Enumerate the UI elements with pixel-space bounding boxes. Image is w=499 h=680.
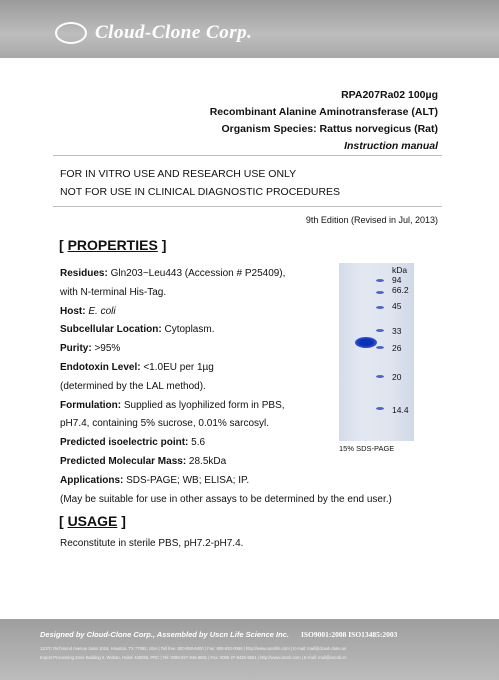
property-formulation-cont: pH7.4, containing 5% sucrose, 0.01% sarcosyl. [60,418,269,430]
sample-band [355,337,377,348]
marker-band [376,329,384,332]
marker-label: 66.2 [392,285,409,295]
footer-credits: Designed by Cloud-Clone Corp., Assembled by Uscn Life Science Inc. ISO9001:2008 ISO13485:2003 [40,630,398,639]
usage-text: Reconstitute in sterile PBS, pH7.2-pH7.4. [60,538,244,549]
divider [53,155,442,156]
property-host: Host: E. coli [60,305,116,317]
property-formulation: Formulation: Supplied as lyophilized form in PBS, [60,399,285,411]
organism-species: Organism Species: Rattus norvegicus (Rat) [221,123,438,135]
company-logo [55,20,252,46]
edition-label: 9th Edition (Revised in Jul, 2013) [305,215,438,225]
marker-label: 20 [392,372,402,382]
marker-label: 94 [392,275,402,285]
marker-label: 33 [392,326,402,336]
catalog-number: RPA207Ra02 100µg [341,89,438,101]
product-heading [210,87,438,155]
usage-notice [60,165,340,201]
footer-address-cn: Export Processing Zone Building II, Wuhan, Hubei 430056, PRC | Tel: 0086-027-845-6691 | Fax: 0086-27-8425-9551 | http://www.uscnk.com | E-mail: mail@uscnk.cn [40,655,347,660]
product-name: Recombinant Alanine Aminotransferase (ALT) [209,106,438,118]
marker-label: 26 [392,343,402,353]
property-applications-note: (May be suitable for use in other assays to be determined by the end user.) [60,493,392,505]
divider [53,206,442,207]
iso-certification: ISO9001:2008 ISO13485:2003 [300,630,398,639]
marker-band [376,407,384,410]
property-endotoxin-cont: (determined by the LAL method). [60,380,206,392]
marker-label: 45 [392,301,402,311]
property-molecular-mass: Predicted Molecular Mass: 28.5kDa [60,455,227,467]
property-applications: Applications: SDS-PAGE; WB; ELISA; IP. [60,474,250,486]
property-residues-cont: with N-terminal His-Tag. [60,286,167,298]
company-name: Cloud-Clone Corp. [95,22,253,43]
marker-band [376,346,384,349]
property-subcellular: Subcellular Location: Cytoplasm. [60,324,215,336]
marker-band [376,279,384,282]
property-purity: Purity: >95% [60,343,121,355]
notice-research-only: FOR IN VITRO USE AND RESEARCH USE ONLY [60,168,297,180]
property-isoelectric: Predicted isoelectric point: 5.6 [60,437,206,449]
header-banner [0,0,499,58]
section-title-usage: [ USAGE ] [59,513,126,529]
marker-band [376,291,384,294]
gel-caption: 15% SDS-PAGE [339,444,395,453]
footer-address-us: 1107C Richmond Avenue Suite 1016, Houston, TX 77082, USA | Toll free: 800-880-6400 | Fax: 800-533-0066 | http://www.uscnlife.com | E-mail: mail@cloud-clone.us [40,646,347,651]
marker-band [376,375,384,378]
section-title-properties: [ PROPERTIES ] [59,237,167,253]
logo-badge-icon [55,22,87,44]
marker-unit-label: kDa [392,265,408,275]
manual-label: Instruction manual [344,140,438,152]
property-endotoxin: Endotoxin Level: <1.0EU per 1µg [60,361,214,373]
notice-not-clinical: NOT FOR USE IN CLINICAL DIAGNOSTIC PROCEDURES [60,186,341,198]
footer-banner [0,619,499,680]
marker-band [376,306,384,309]
property-residues: Residues: Gln203~Leu443 (Accession # P25409), [60,268,286,279]
marker-label: 14.4 [392,405,409,415]
